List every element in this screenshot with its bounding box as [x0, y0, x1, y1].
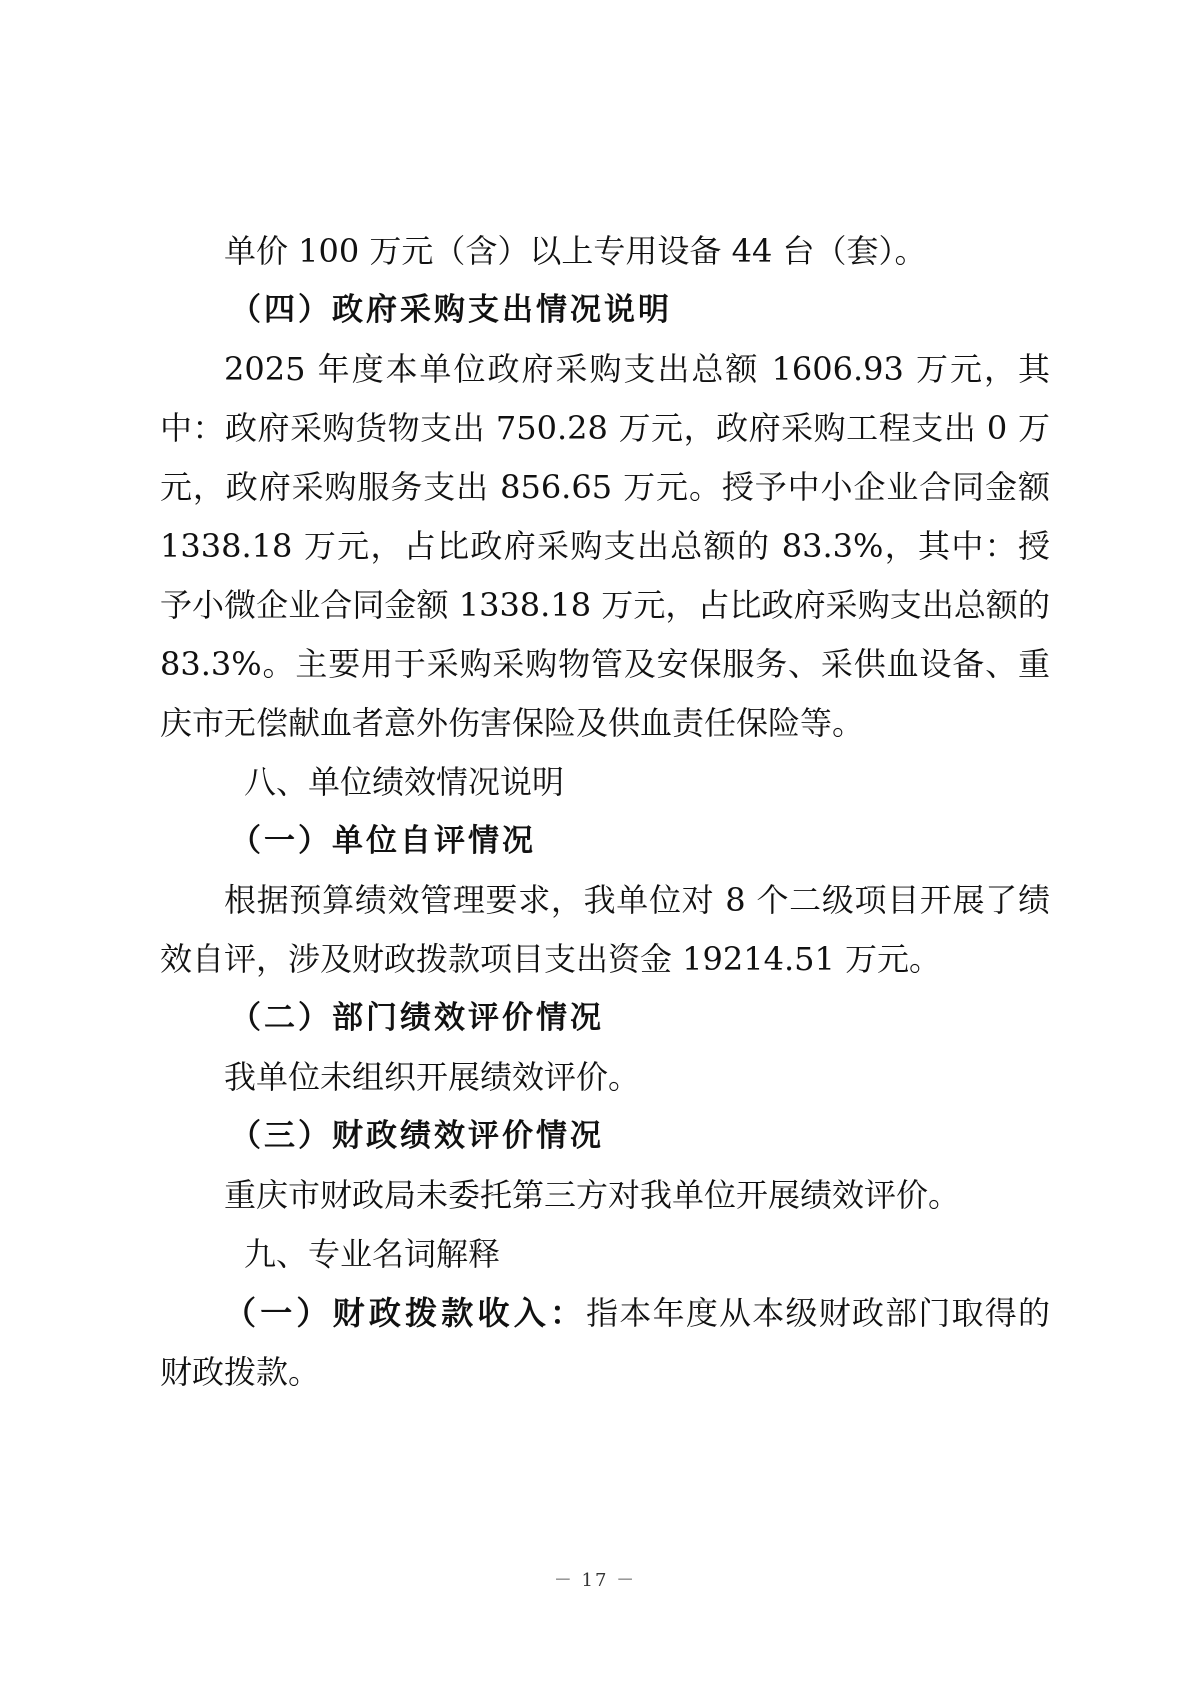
self-eval-paragraph: 根据预算绩效管理要求，我单位对 8 个二级项目开展了绩效自评，涉及财政拨款项目支出资金 19214.51 万元。	[160, 881, 1050, 978]
fiscal-eval-paragraph: 重庆市财政局未委托第三方对我单位开展绩效评价。	[224, 1176, 961, 1214]
procurement-paragraph: 2025 年度本单位政府采购支出总额 1606.93 万元，其中：政府采购货物支出 750.28 万元，政府采购工程支出 0 万元，政府采购服务支出 856.65 万元。授予中小企业合同金额 1338.18 万元，占比政府采购支出总额的 83.3%，其中：授予小微企业合同金额 1338.18 万元，占比政府采购支出总额的 83.3%。主要用于采购采购物管及安保服务、采供血设备、重庆市无偿献血者意外伤害保险及供血责任保险等。	[160, 350, 1050, 742]
dept-eval-heading: （二）部门绩效评价情况	[230, 1000, 604, 1036]
procurement-heading: （四）政府采购支出情况说明	[230, 292, 672, 328]
section-nine-title: 九、专业名词解释	[244, 1235, 501, 1273]
self-eval-heading: （一）单位自评情况	[230, 823, 536, 859]
equipment-paragraph: 单价 100 万元（含）以上专用设备 44 台（套）。	[224, 232, 927, 270]
page-content	[160, 222, 1050, 1402]
section-eight-title: 八、单位绩效情况说明	[244, 763, 565, 801]
page-number: － 17 －	[553, 1570, 637, 1591]
dept-eval-paragraph: 我单位未组织开展绩效评价。	[224, 1058, 641, 1096]
term-one-paragraph	[160, 1284, 1050, 1402]
fiscal-eval-heading: （三）财政绩效评价情况	[230, 1118, 604, 1154]
term-one-definition: 指本年度从本级财政部门取得的财政拨款。	[160, 1294, 1050, 1391]
term-one-label: （一）财政拨款收入：	[224, 1294, 587, 1332]
